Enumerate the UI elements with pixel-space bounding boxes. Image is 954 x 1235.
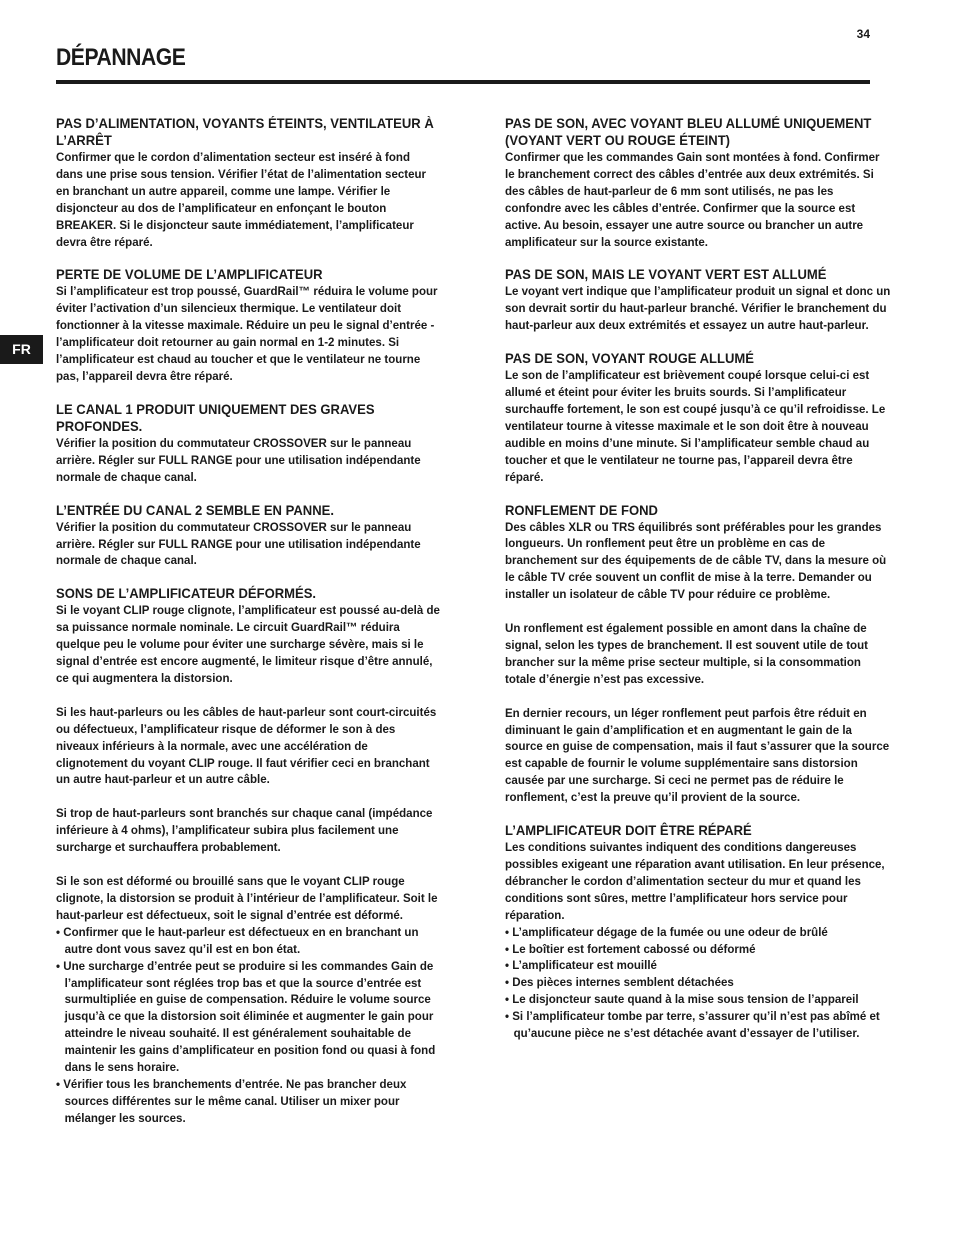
bullet-item: • Des pièces internes semblent détachées [505,974,891,991]
language-tab: FR [0,335,43,364]
right-section-3 [505,350,891,485]
section-paragraph: Confirmer que le cordon d’alimentation secteur est inséré à fond dans une prise sous tension. Vérifier l’état de l’alimentation secteur en branchant un autre appareil, comme une lampe. Vérifier le disjoncteur au dos de l’amplificateur en enfonçant le bouton BREAKER. Si le disjoncteur saute immédiatement, l’amplificateur devra être réparé. [56,150,427,249]
section-paragraph: Vérifier la position du commutateur CROSSOVER sur le panneau arrière. Régler sur FULL RANGE pour une utilisation indépendante normale de chaque canal. [56,519,421,568]
right-section-2 [505,266,891,334]
right-section-4 [505,502,891,807]
section-paragraph: Le voyant vert indique que l’amplificateur produit un signal et donc un son devrait sortir du haut-parleur branché. Vérifier le branchement du haut-parleur aux deux extrémités et essayez un autre haut-parleur. [505,284,891,333]
section-heading: RONFLEMENT DE FOND [505,502,658,518]
bullet-item: • Le boîtier est fortement cabossé ou déformé [505,941,891,958]
section-heading: PAS DE SON, VOYANT ROUGE ALLUMÉ [505,351,754,367]
bullet-list [56,924,440,1127]
section-heading: SONS DE L’AMPLIFICATEUR DÉFORMÉS. [56,586,317,602]
bullet-item: • Une surcharge d’entrée peut se produire si les commandes Gain de l’amplificateur sont réglées trop bas et que la source d’entrée est surmultipliée en guise de compensation. Réduire le volume source jusqu’à ce que la distorsion soit éliminée et augmenter le gain pour atteindre le niveau souhaité. Il est généralement souhaitable de maintenir les gains d’amplificateur en position fond ou quasi à fond dans le sens horaire. [56,958,440,1076]
section-heading: PERTE DE VOLUME DE L’AMPLIFICATEUR [56,267,323,283]
right-section-1 [505,115,891,250]
bullet-item: • Si l’amplificateur tombe par terre, s’assurer qu’il n’est pas abîmé et qu’aucune pièce ne s’est détachée avant d’essayer de l’utiliser. [505,1008,891,1042]
section-paragraph: Si les haut-parleurs ou les câbles de haut-parleur sont court-circuités ou défectueux, l’amplificateur risque de déformer le son à des niveaux inférieurs à la normale, avec une accélération de clignotement du voyant CLIP rouge. Il faut vérifier ceci en branchant un autre haut-parleur et un autre câble. [56,704,437,787]
right-column [505,115,891,1058]
page-title: DÉPANNAGE [56,44,186,71]
section-paragraph: Si le son est déformé ou brouillé sans que le voyant CLIP rouge clignote, la distorsion se produit à l’intérieur de l’amplificateur. Soit le haut-parleur est défectueux, soit le signal d’entrée est déformé. [56,874,438,922]
section-heading: L’ENTRÉE DU CANAL 2 SEMBLE EN PANNE. [56,502,334,518]
bullet-item: • L’amplificateur est mouillé [505,957,891,974]
bullet-item: • Le disjoncteur saute quand à la mise sous tension de l’appareil [505,991,891,1008]
section-paragraph: Un ronflement est également possible en amont dans la chaîne de signal, selon les types de branchement. Il est souvent utile de tout brancher sur la même prise secteur multiple, si la consommation totale d’énergie n’est pas excessive. [505,621,868,686]
title-divider [56,80,870,84]
section-paragraph: En dernier recours, un léger ronflement peut parfois être réduit en diminuant le gain d’amplification et en augmentant le gain de la source en guise de compensation, mais il faut s’assurer que la source est capable de fournir le volume supplémentaire sans distorsion causée par une surcharge. Si ceci ne permet pas de réduire le ronflement, c’est la preuve qu’il provient de la source. [505,705,890,805]
left-column [56,115,440,1143]
left-section-2 [56,266,440,384]
section-heading: L’AMPLIFICATEUR DOIT ÊTRE RÉPARÉ [505,823,752,839]
bullet-item: • L’amplificateur dégage de la fumée ou une odeur de brûlé [505,924,891,941]
left-section-5 [56,585,440,1126]
left-section-3 [56,401,440,486]
section-paragraph: Les conditions suivantes indiquent des conditions dangereuses possibles exigeant une réparation avant utilisation. En leur présence, débrancher le cordon d’alimentation secteur du mur et quand les conditions sont sûres, mettre l’amplificateur hors service pour réparation. [505,840,885,922]
section-heading: PAS D’ALIMENTATION, VOYANTS ÉTEINTS, VENTILATEUR À L’ARRÊT [56,116,434,148]
section-paragraph: Confirmer que les commandes Gain sont montées à fond. Confirmer le branchement correct des câbles d’entrée aux deux extrémités. Si des câbles de haut-parleur de 6 mm sont utilisés, ne pas les confondre avec les câbles d’entrée. Confirmer que la source est active. Au besoin, essayer une autre source ou brancher un autre amplificateur sur la source existante. [505,150,880,249]
bullet-list [505,924,891,1042]
left-section-1 [56,115,440,250]
left-section-4 [56,502,440,570]
section-paragraph: Si l’amplificateur est trop poussé, GuardRail™ réduira le volume pour éviter l’activation d’un silencieux thermique. Le ventilateur doit fonctionner à la vitesse maximale. Réduire un peu le signal d’entrée - l’amplificateur doit retourner au gain normal en 1-2 minutes. Si l’amplificateur est chaud au toucher et que le ventilateur ne tourne pas, l’appareil devra être réparé. [56,284,438,383]
section-paragraph: Des câbles XLR ou TRS équilibrés sont préférables pour les grandes longueurs. Un ronflement peut être un problème en cas de branchement sur des équipements de de câble TV, dans la mesure où le câble TV crée souvent un conflit de mise à la terre. Demander ou installer un isolateur de câble TV pour réduire ce problème. [505,519,887,602]
bullet-item: • Vérifier tous les branchements d’entrée. Ne pas brancher deux sources différentes sur le même canal. Utiliser un mixer pour mélanger les sources. [56,1076,440,1127]
section-paragraph: Si trop de haut-parleurs sont branchés sur chaque canal (impédance inférieure à 4 ohms), l’amplificateur subira plus facilement une surcharge et surchauffera probablement. [56,806,433,855]
section-paragraph: Le son de l’amplificateur est brièvement coupé lorsque celui-ci est allumé et éteint pour éviter les bruits sourds. Si l’amplificateur surchauffe fortement, le son est coupé jusqu’à ce qu’il refroidisse. Le ventilateur tourne à vitesse maximale et le son doit être à nouveau audible en moins d’une minute. Si l’amplificateur semble chaud au toucher et que le ventilateur ne tourne pas, l’appareil devra être réparé. [505,368,886,484]
section-paragraph: Si le voyant CLIP rouge clignote, l’amplificateur est poussé au-delà de sa puissance normale nominale. Le circuit GuardRail™ réduira quelque peu le volume pour éviter une surcharge sévère, mais si le signal d’entrée est encore augmenté, le limiteur risque d’être annulé, ce qui augmentera la distorsion. [56,603,440,685]
section-heading: PAS DE SON, AVEC VOYANT BLEU ALLUMÉ UNIQUEMENT (VOYANT VERT OU ROUGE ÉTEINT) [505,116,872,148]
section-heading: LE CANAL 1 PRODUIT UNIQUEMENT DES GRAVES PROFONDES. [56,401,375,434]
right-section-5 [505,822,891,1042]
section-heading: PAS DE SON, MAIS LE VOYANT VERT EST ALLUMÉ [505,267,827,283]
bullet-item: • Confirmer que le haut-parleur est défectueux en en branchant un autre dont vous savez qu’il est en bon état. [56,924,440,958]
page-number: 34 [856,27,870,41]
section-paragraph: Vérifier la position du commutateur CROSSOVER sur le panneau arrière. Régler sur FULL RANGE pour une utilisation indépendante normale de chaque canal. [56,435,421,484]
